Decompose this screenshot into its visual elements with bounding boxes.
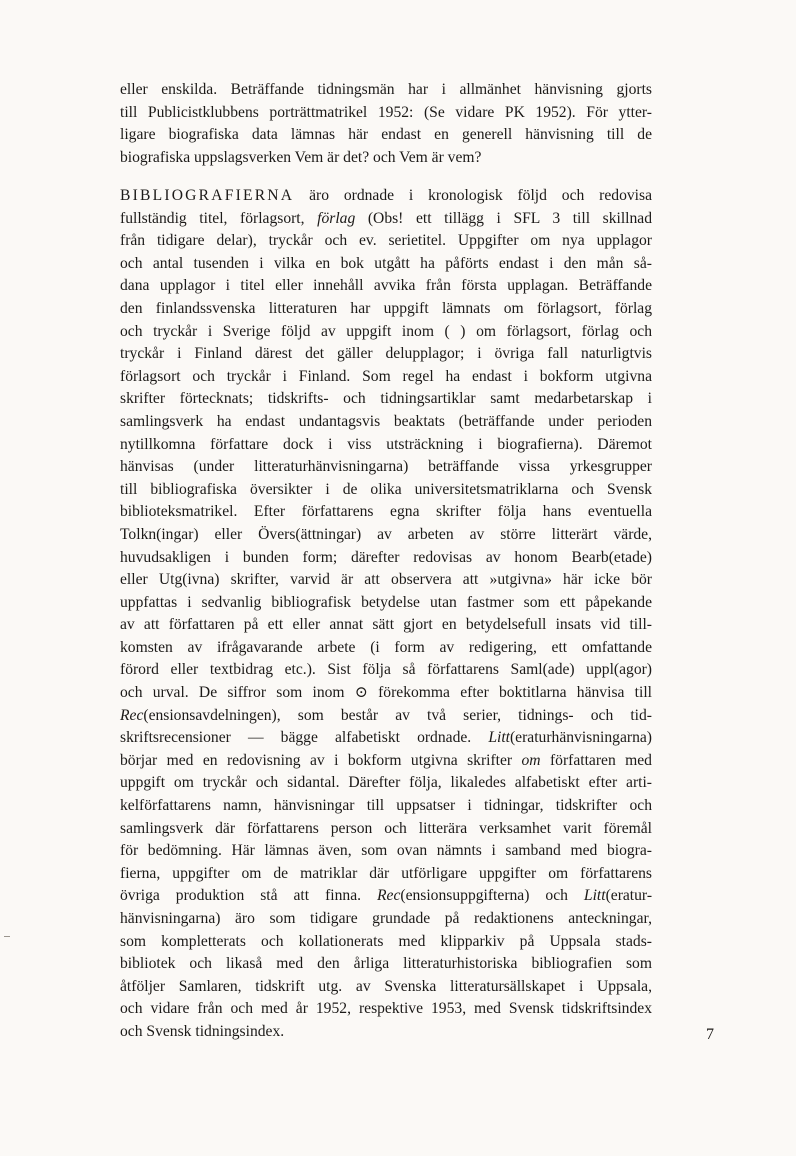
text-line: samlingsverk ha endast undantagsvis beaktats (beträffande under perioden (120, 412, 652, 430)
text-line: eller Utg(ivna) skrifter, varvid är att observera att »utgivna» här icke bör (120, 571, 652, 589)
italic-term: Rec (120, 706, 144, 724)
text-line: hänvisas (under litteraturhänvisningarna) beträffande vissa yrkesgrupper (120, 458, 652, 476)
text-line: börjar med en redovisning av i bokform utgivna skrifter om författaren med (120, 751, 652, 769)
italic-term: Litt (488, 729, 510, 747)
text-line: åtföljer Samlaren, tidskrift utg. av Svenska litteratursällskapet i Uppsala, (120, 977, 652, 995)
text-line: som kompletterats och kollationerats med klipparkiv på Uppsala stads- (120, 932, 652, 950)
text-line: biblioteksmatrikel. Efter författarens egna skrifter följa hans eventuella (120, 503, 652, 521)
text-line: skriftsrecensioner — bägge alfabetiskt ordnade. Litt(eraturhänvisningarna) (120, 729, 652, 747)
text-line: eller enskilda. Beträffande tidningsmän har i allmänhet hänvisning gjorts (120, 81, 652, 98)
scan-edge-mark (4, 936, 10, 937)
text-line: och antal tusenden i vilka en bok utgått ha påförts endast i den mån så- (120, 254, 652, 272)
text-line: och Svensk tidningsindex. (120, 1022, 285, 1040)
text-line: Rec(ensionsavdelningen), som består av två serier, tidnings- och tid- (120, 706, 652, 724)
text-line: till bibliografiska översikter i de olika universitetsmatriklarna och Svensk (120, 480, 652, 498)
text-line: till Publicistklubbens porträttmatrikel 1952: (Se vidare PK 1952). För ytter- (120, 103, 652, 121)
page-number: 7 (706, 1026, 714, 1043)
text-line: uppfattas i sedvanlig bibliografisk betydelse utan fastmer som ett påpekande (120, 593, 652, 611)
text-line: övriga produktion stå att finna. Rec(ensionsuppgifterna) och Litt(eratur- (120, 887, 653, 905)
italic-term: om (521, 751, 541, 769)
text-line: från tidigare delar), tryckår och ev. serietitel. Uppgifter om nya upplagor (120, 232, 652, 250)
text-line: ligare biografiska data lämnas här endast en generell hänvisning till de (120, 126, 652, 144)
italic-term: Litt (583, 887, 606, 905)
text-line: dana upplagor i titel eller innehåll avvika från första upplagan. Beträffande (120, 277, 652, 295)
text-line: förord eller textbidrag etc.). Sist följa så författarens Saml(ade) uppl(agor) (120, 661, 652, 679)
text-line: och tryckår i Sverige följd av uppgift inom ( ) om förlagsort, förlag och (120, 322, 652, 340)
text-line: skrifter förtecknats; tidskrifts- och tidningsartiklar samt medarbetarskap i (120, 390, 652, 408)
text-line: fullständig titel, förlagsort, förlag (Obs! ett tillägg i SFL 3 till skillnad (120, 209, 653, 227)
text-line: uppgift om tryckår och sidantal. Därefter följa, likaledes alfabetiskt efter arti- (120, 774, 652, 792)
text-line: av att författaren på ett eller annat sätt gjort en betydelsefull insats vid till- (120, 616, 652, 634)
text-line: Tolkn(ingar) eller Övers(ättningar) av arbeten av större litterärt värde, (120, 525, 652, 543)
text-line: huvudsakligen i bunden form; därefter redovisas av honom Bearb(etade) (120, 548, 652, 566)
text-line: kelförfattarens namn, hänvisningar till uppsatser i tidningar, tidskrifter och (120, 797, 652, 815)
italic-term: förlag (317, 209, 356, 227)
text-line: BIBLIOGRAFIERNA äro ordnade i kronologisk följd och redovisa (120, 187, 652, 204)
text-line: hänvisningarna) äro som tidigare grundade på redaktionens anteckningar, (120, 910, 652, 927)
text-line: för bedömning. Här lämnas även, som ovan nämnts i samband med biogra- (120, 842, 652, 860)
text-line: tryckår i Finland därest det gäller delupplagor; i övriga fall naturligtvis (120, 345, 652, 363)
text-line: fierna, uppgifter om de matriklar där utförligare uppgifter om författarens (120, 864, 652, 882)
text-line: den finlandssvenska litteraturen har uppgift lämnats om förlagsort, förlag (120, 299, 652, 317)
text-line: komsten av ifrågavarande arbete (i form av redigering, ett omfattande (120, 638, 652, 656)
paragraph-biographical-references (120, 79, 652, 169)
paragraph-bibliographies (120, 185, 652, 1044)
text-line: och vidare från och med år 1952, respektive 1953, med Svensk tidskriftsindex (120, 1000, 652, 1018)
text-line: förlagsort och tryckår i Finland. Som regel ha endast i bokform utgivna (120, 367, 652, 385)
text-line: nytillkomna författare dock i viss utsträckning i biografierna). Däremot (120, 435, 652, 453)
text-line: samlingsverk där författarens person och litterära verksamhet varit föremål (120, 819, 652, 837)
text-line: och urval. De siffror som inom ⊙ förekomma efter boktitlarna hänvisa till (120, 684, 652, 702)
italic-term: Rec (377, 887, 401, 905)
text-line: biografiska uppslagsverken Vem är det? och Vem är vem? (120, 148, 482, 166)
text-line: bibliotek och likaså med den årliga litteraturhistoriska bibliografien som (120, 955, 652, 973)
section-heading: BIBLIOGRAFIERNA (120, 187, 295, 204)
